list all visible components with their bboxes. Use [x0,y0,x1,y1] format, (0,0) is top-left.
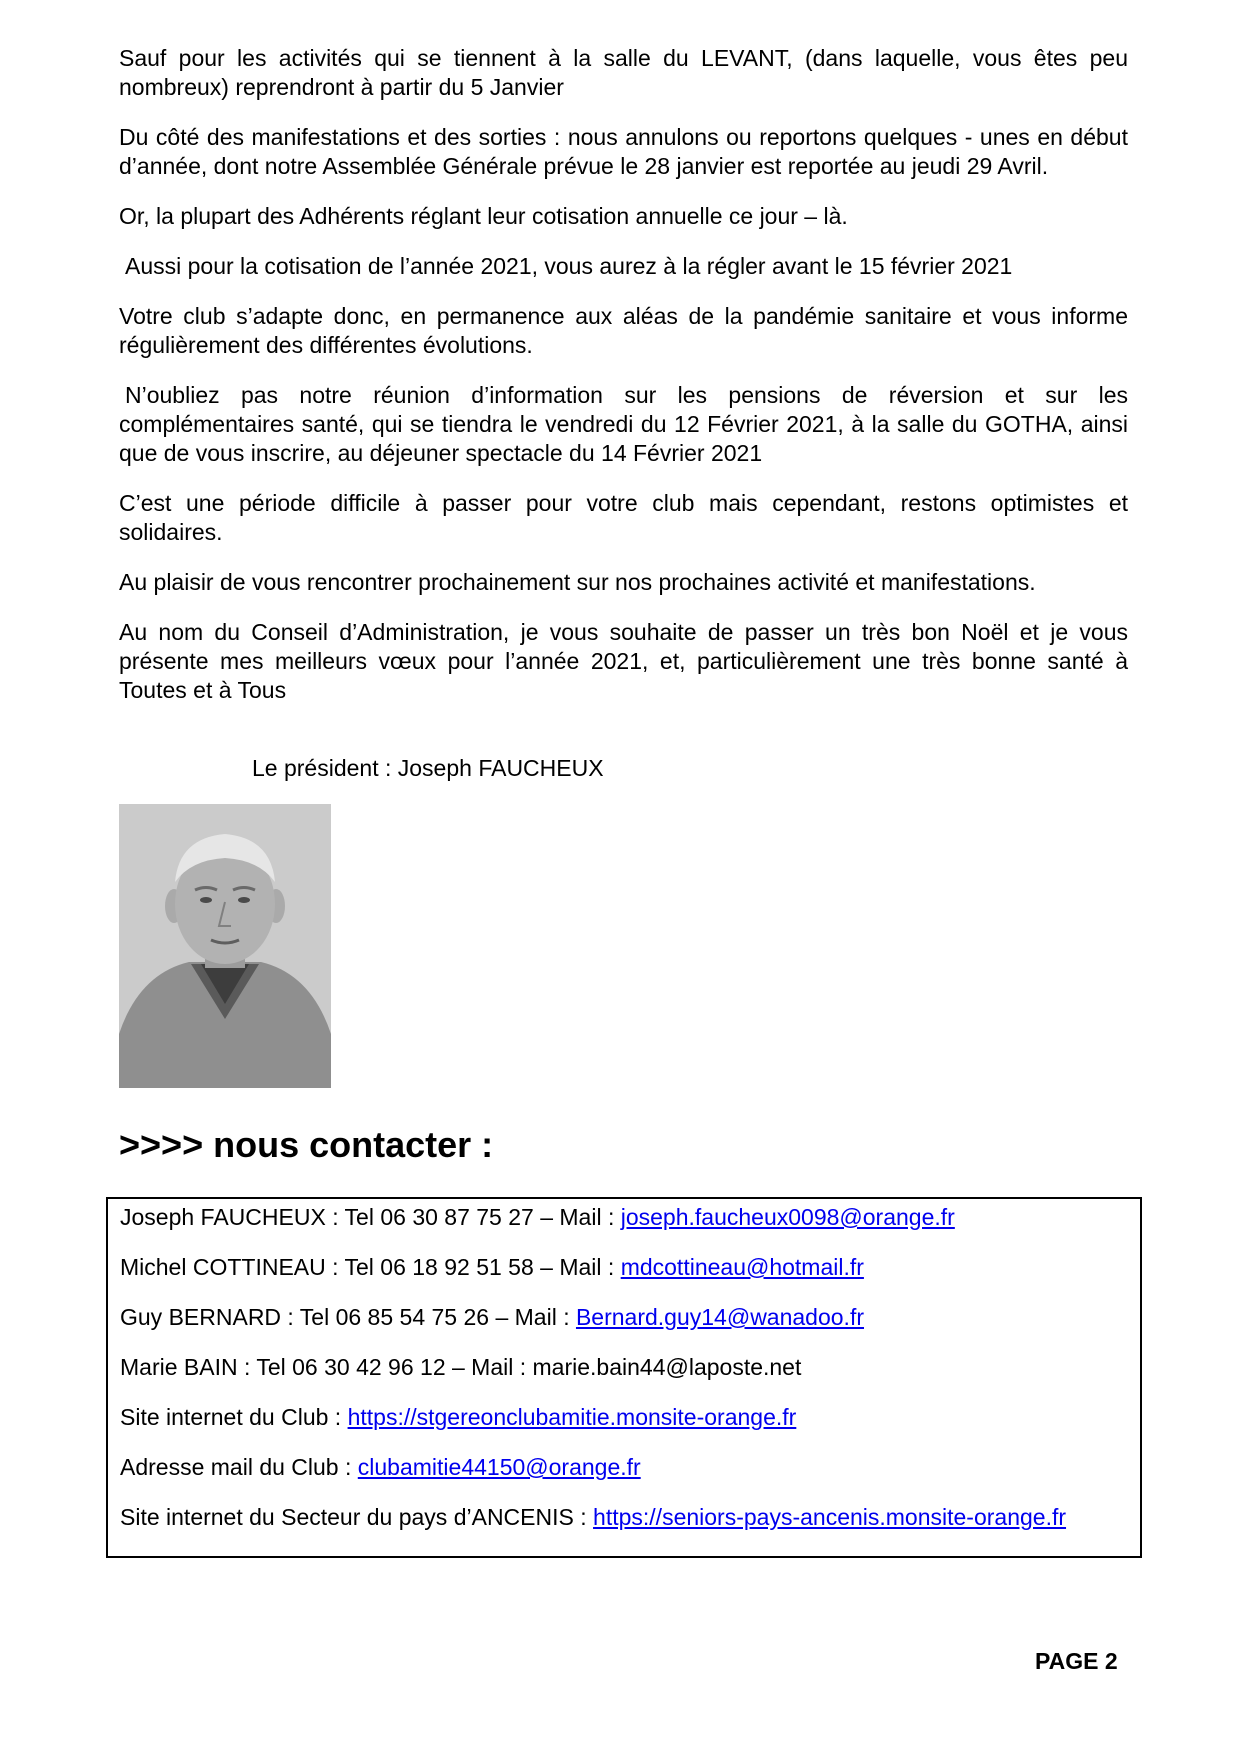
club-email-link[interactable]: clubamitie44150@orange.fr [357,1454,641,1480]
contact-box [106,1197,1142,1558]
paragraph-cotisation: Aussi pour la cotisation de l’année 2021, vous aurez à la régler avant le 15 février 2021 [125,253,1013,279]
contact-guy-details: Guy BERNARD : Tel 06 85 54 75 26 – Mail : [120,1304,576,1330]
letter-body [119,44,1128,726]
contact-michel [120,1253,1128,1282]
contact-club-email-label: Adresse mail du Club : [120,1454,358,1480]
portrait-illustration [119,804,331,1088]
contact-joseph-email-link[interactable]: joseph.faucheux0098@orange.fr [620,1204,955,1230]
contact-marie-details: Marie BAIN : Tel 06 30 42 96 12 – Mail : marie.bain44@laposte.net [120,1354,802,1380]
signature: Le président : Joseph FAUCHEUX [252,755,604,781]
contact-club-website-label: Site internet du Club : [120,1404,348,1430]
club-website-link[interactable]: https://stgereonclubamitie.monsite-orange.fr [347,1404,797,1430]
paragraph-difficult-period: C’est une période difficile à passer pour votre club mais cependant, restons optimistes et solidaires. [119,490,1128,545]
contact-guy [120,1303,1128,1332]
contact-marie [120,1353,1128,1382]
paragraph-activities: Sauf pour les activités qui se tiennent à la salle du LEVANT, (dans laquelle, vous êtes peu nombreux) reprendront à partir du 5 Janvier [119,45,1128,100]
contact-michel-email-link[interactable]: mdcottineau@hotmail.fr [620,1254,864,1280]
paragraph-club-adapts: Votre club s’adapte donc, en permanence aux aléas de la pandémie sanitaire et vous informe régulièrement des différentes évolutions. [119,303,1128,358]
paragraph-events: Du côté des manifestations et des sorties : nous annulons ou reportons quelques - unes en début d’année, dont notre Assemblée Générale prévue le 28 janvier est reportée au jeudi 29 Avril. [119,124,1128,179]
contact-joseph [120,1203,1128,1232]
paragraph-wishes: Au nom du Conseil d’Administration, je vous souhaite de passer un très bon Noël et je vous présente mes meilleurs vœux pour l’année 2021, et, particulièrement une très bonne santé à Toutes et à Tous [119,619,1128,703]
contact-club-website [120,1403,1128,1432]
contact-club-email [120,1453,1128,1482]
sector-website-link[interactable]: https://seniors-pays-ancenis.monsite-orange.fr [593,1504,1067,1530]
contact-heading: >>>> nous contacter : [119,1124,494,1165]
page-number: PAGE 2 [1035,1648,1118,1674]
contact-michel-details: Michel COTTINEAU : Tel 06 18 92 51 58 – Mail : [120,1254,621,1280]
contact-guy-email-link[interactable]: Bernard.guy14@wanadoo.fr [575,1304,864,1330]
paragraph-pleasure: Au plaisir de vous rencontrer prochainement sur nos prochaines activité et manifestations. [119,569,1036,595]
president-photo [119,804,331,1088]
paragraph-members: Or, la plupart des Adhérents réglant leur cotisation annuelle ce jour – là. [119,203,848,229]
contact-sector-website [120,1503,1128,1532]
paragraph-meeting: N’oubliez pas notre réunion d’information sur les pensions de réversion et sur les complémentaires santé, qui se tiendra le vendredi du 12 Février 2021, à la salle du GOTHA, ainsi que de vous inscrire, au déjeuner spectacle du 14 Février 2021 [119,382,1128,466]
contact-sector-website-label: Site internet du Secteur du pays d’ANCENIS : [120,1504,594,1530]
contact-joseph-details: Joseph FAUCHEUX : Tel 06 30 87 75 27 – Mail : [120,1204,621,1230]
